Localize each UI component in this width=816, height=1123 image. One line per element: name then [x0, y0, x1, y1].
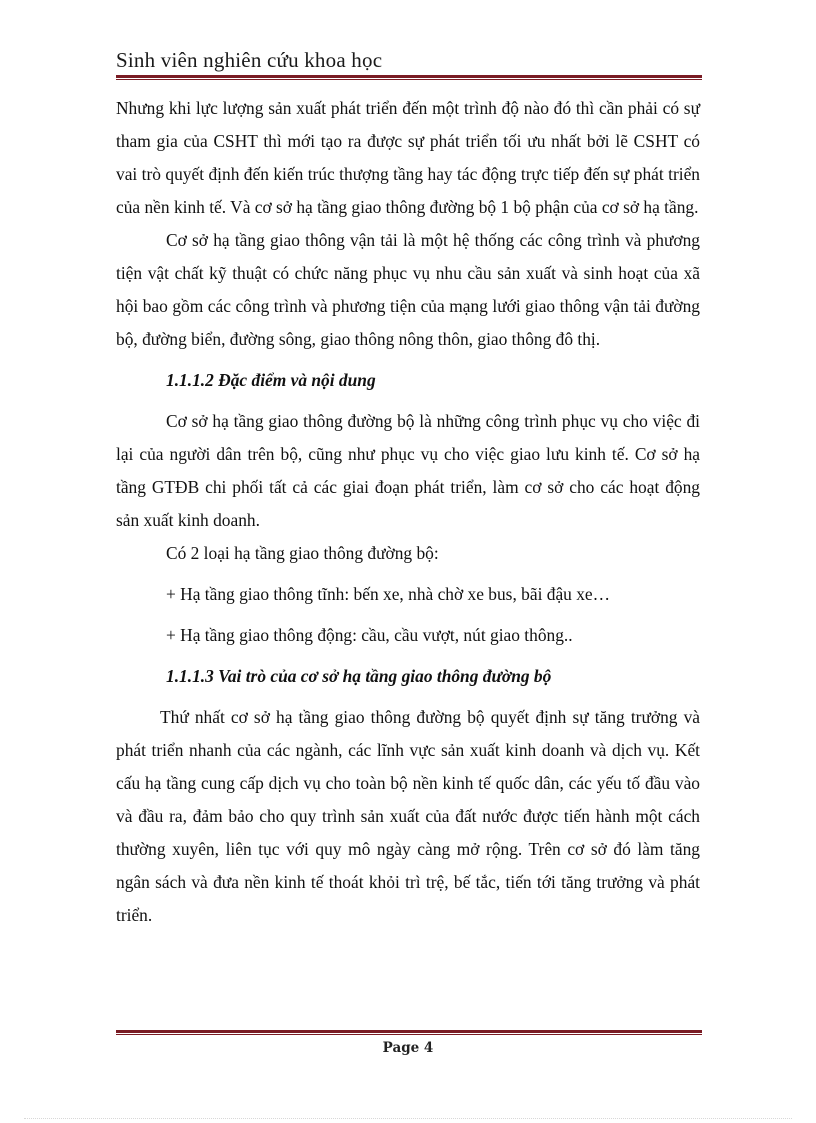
- section-heading-role: 1.1.1.3 Vai trò của cơ sở hạ tầng giao thông đường bộ: [166, 666, 552, 686]
- page-edge-dotted-line: [24, 1118, 792, 1119]
- list-item-dynamic-infrastructure: + Hạ tầng giao thông động: cầu, cầu vượt, nút giao thông..: [166, 625, 573, 645]
- paragraph-types-intro: Có 2 loại hạ tầng giao thông đường bộ:: [166, 543, 439, 563]
- header-divider-thick: [116, 75, 702, 78]
- document-body: [116, 92, 700, 932]
- section-heading-characteristics: 1.1.1.2 Đặc điểm và nội dung: [166, 370, 376, 390]
- footer-divider-thin: [116, 1034, 702, 1035]
- paragraph-intro: Nhưng khi lực lượng sản xuất phát triển đến một trình độ nào đó thì cần phải có sự tham gia của CSHT thì mới tạo ra được sự phát triển tối ưu nhất bởi lẽ CSHT có vai trò quyết định đến kiến trúc thượng tầng hay tác động trực tiếp đến sự phát triển của nền kinh tế. Và cơ sở hạ tầng giao thông đường bộ 1 bộ phận của cơ sở hạ tầng.: [116, 98, 700, 217]
- paragraph-characteristics: Cơ sở hạ tầng giao thông đường bộ là những công trình phục vụ cho việc đi lại của người dân trên bộ, cũng như phục vụ cho việc giao lưu kinh tế. Cơ sở hạ tầng GTĐB chi phối tất cả các giai đoạn phát triển, làm cơ sở cho các hoạt động sản xuất kinh doanh.: [116, 411, 700, 530]
- footer-divider-thick: [116, 1030, 702, 1033]
- paragraph-definition: Cơ sở hạ tầng giao thông vận tải là một hệ thống các công trình và phương tiện vật chất kỹ thuật có chức năng phục vụ nhu cầu sản xuất và sinh hoạt của xã hội bao gồm các công trình và phương tiện của mạng lưới giao thông vận tải đường bộ, đường biển, đường sông, giao thông nông thôn, giao thông đô thị.: [116, 230, 700, 349]
- footer-divider: [116, 1030, 702, 1036]
- page-header-title: Sinh viên nghiên cứu khoa học: [116, 48, 383, 72]
- page-number: Page 4: [382, 1040, 434, 1056]
- paragraph-role: Thứ nhất cơ sở hạ tầng giao thông đường bộ quyết định sự tăng trưởng và phát triển nhanh của các ngành, các lĩnh vực sản xuất kinh doanh và dịch vụ. Kết cấu hạ tầng cung cấp dịch vụ cho toàn bộ nền kinh tế quốc dân, các yếu tố đầu vào và đầu ra, đảm bảo cho quy trình sản xuất của đất nước được tiến hành một cách thường xuyên, liên tục với quy mô ngày càng mở rộng. Trên cơ sở đó làm tăng ngân sách và đưa nền kinh tế thoát khỏi trì trệ, bế tắc, tiến tới tăng trưởng và phát triển.: [116, 707, 700, 925]
- header-divider: [116, 75, 702, 81]
- header-divider-thin: [116, 79, 702, 80]
- list-item-static-infrastructure: + Hạ tầng giao thông tĩnh: bến xe, nhà chờ xe bus, bãi đậu xe…: [166, 584, 611, 604]
